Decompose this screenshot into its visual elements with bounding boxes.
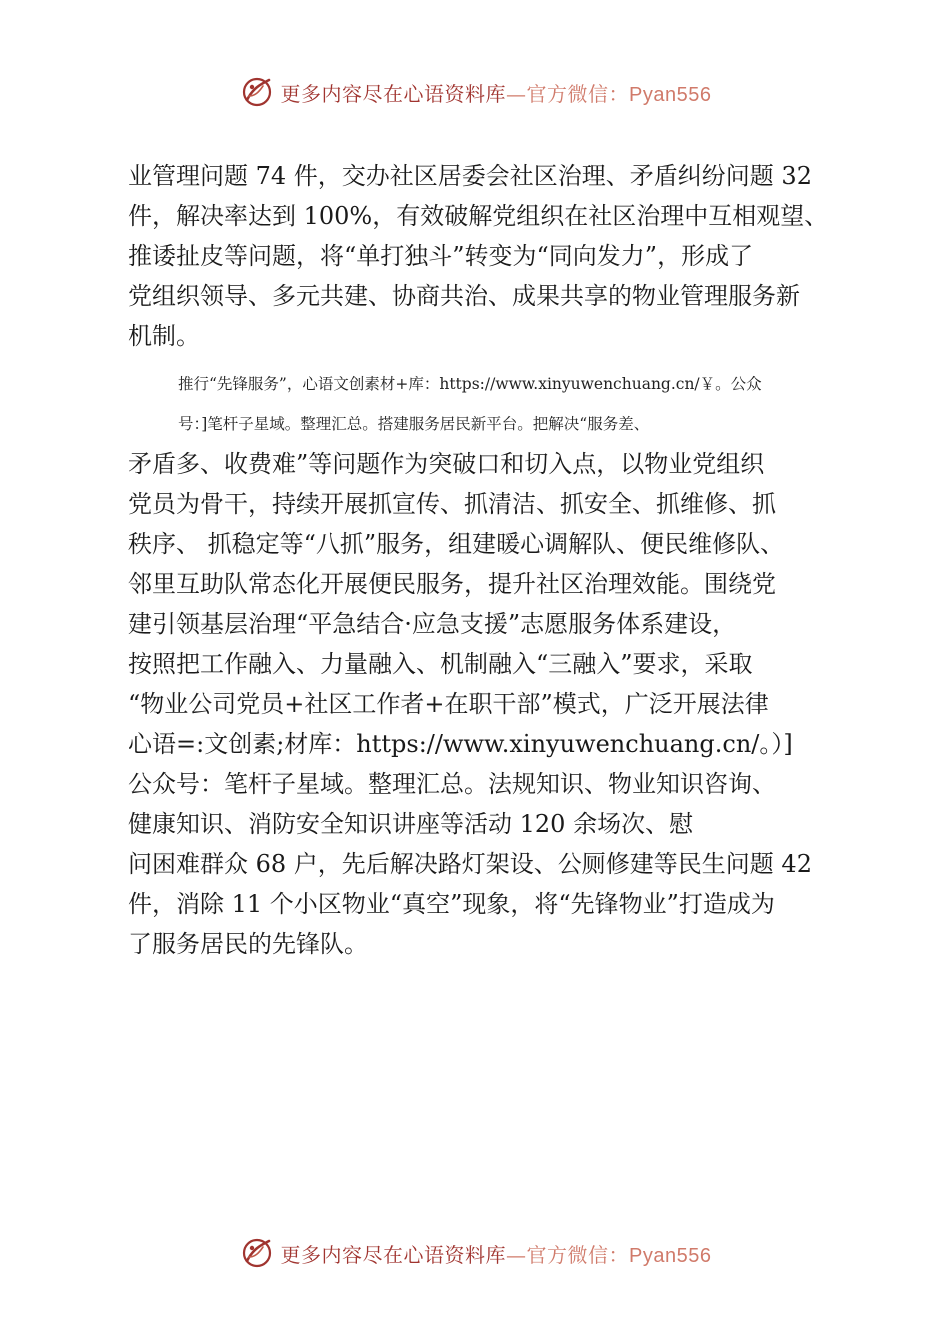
text-line: 件，消除 11 个小区物业“真空”现象，将“先锋物业”打造成为: [128, 890, 775, 918]
text-line: 心语=:文创素;材库：https://www.xinyuwenchuang.cn/。）]: [128, 730, 793, 758]
document-body: [128, 156, 848, 964]
footer-banner: [0, 1233, 950, 1273]
text-line: 健康知识、消防安全知识讲座等活动 120 余场次、慰: [128, 810, 694, 838]
text-line: 矛盾多、收费难”等问题作为突破口和切入点，以物业党组织: [128, 450, 765, 478]
paragraph-1: [128, 156, 848, 356]
pen-swirl-logo-icon: [239, 1235, 275, 1271]
text-line: 秩序、 抓稳定等“八抓”服务，组建暖心调解队、便民维修队、: [128, 530, 785, 558]
paragraph-2: [128, 444, 848, 964]
text-line: 件，解决率达到 100%，有效破解党组织在社区治理中互相观望、: [128, 202, 829, 230]
text-line: 推诿扯皮等问题，将“单打独斗”转变为“同向发力”，形成了: [128, 242, 754, 270]
small-text-line: 推行“先锋服务”，心语文创素材+库：https://www.xinyuwenchuang.cn/￥。公众: [178, 375, 762, 393]
text-line: “物业公司党员+社区工作者+在职干部”模式，广泛开展法律: [128, 690, 769, 718]
header-banner: [0, 72, 950, 112]
text-line: 党组织领导、多元共建、协商共治、成果共享的物业管理服务新: [128, 282, 800, 310]
header-banner-text: 更多内容尽在心语资料库—官方微信：Pyan556: [280, 81, 712, 106]
text-line: 公众号：笔杆子星域。整理汇总。法规知识、物业知识咨询、: [128, 770, 776, 798]
text-line: 建引领基层治理“平急结合·应急支援”志愿服务体系建设，: [128, 610, 737, 638]
text-line: 业管理问题 74 件，交办社区居委会社区治理、矛盾纠纷问题 32: [128, 162, 812, 190]
text-line: 邻里互助队常态化开展便民服务，提升社区治理效能。围绕党: [128, 570, 776, 598]
text-line: 党员为骨干，持续开展抓宣传、抓清洁、抓安全、抓维修、抓: [128, 490, 776, 518]
footer-banner-text: 更多内容尽在心语资料库—官方微信：Pyan556: [280, 1242, 712, 1267]
text-line: 机制。: [128, 322, 200, 350]
text-line: 问困难群众 68 户，先后解决路灯架设、公厕修建等民生问题 42: [128, 850, 812, 878]
small-note: [128, 364, 848, 444]
text-line: 了服务居民的先锋队。: [128, 930, 368, 958]
small-text-line: 号：]笔杆子星域。整理汇总。搭建服务居民新平台。把解决“服务差、: [178, 415, 650, 433]
pen-swirl-logo-icon: [239, 74, 275, 110]
text-line: 按照把工作融入、力量融入、机制融入“三融入”要求，采取: [128, 650, 753, 678]
